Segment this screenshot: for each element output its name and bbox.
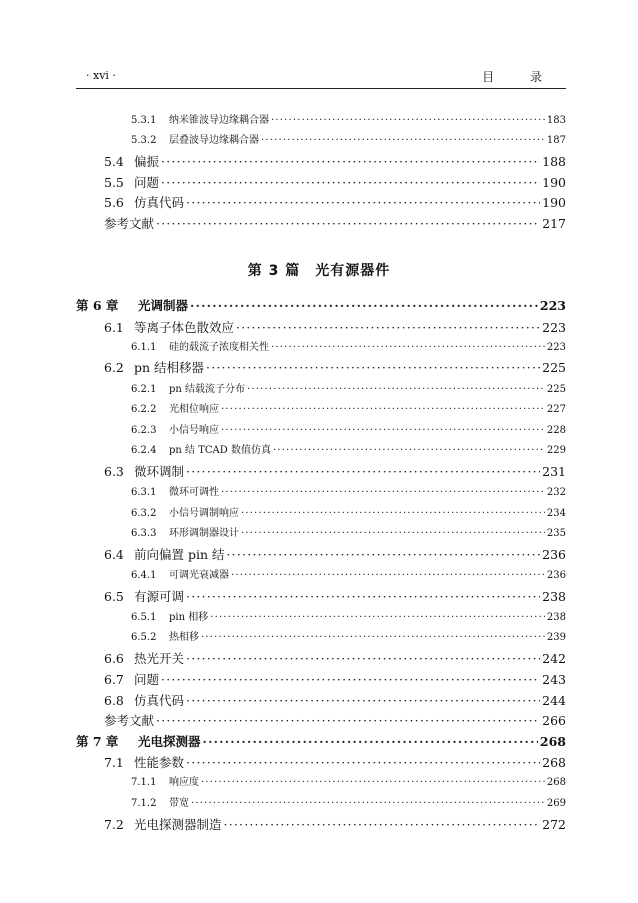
toc-subsection-entry[interactable] xyxy=(131,421,566,436)
toc-entry-page: 266 xyxy=(542,713,566,728)
toc-subsection-entry[interactable] xyxy=(131,441,566,456)
toc-section-entry[interactable] xyxy=(104,193,566,211)
dot-leader xyxy=(261,135,545,146)
toc-entry-number: 第 6 章 xyxy=(76,298,119,313)
running-header xyxy=(76,68,566,89)
toc-entry-title: 问题 xyxy=(134,175,160,190)
toc-entry-page: 238 xyxy=(546,612,566,623)
toc-entry-number: 5.3.2 xyxy=(131,135,157,146)
dot-leader xyxy=(186,589,540,604)
toc-references-entry[interactable] xyxy=(104,711,566,729)
toc-entry-page: 223 xyxy=(539,298,566,313)
toc-entry-page: 190 xyxy=(542,175,566,190)
toc-entry-page: 190 xyxy=(542,195,566,210)
toc-entry-number: 5.4 xyxy=(104,154,124,169)
toc-entry-page: 234 xyxy=(546,508,566,519)
toc-entry-title: 问题 xyxy=(134,672,160,687)
toc-entry-page: 269 xyxy=(546,798,566,809)
toc-subsection-entry[interactable] xyxy=(131,131,566,146)
toc-section-entry[interactable] xyxy=(104,462,566,480)
toc-entry-page: 225 xyxy=(542,360,566,375)
dot-leader xyxy=(231,570,545,581)
dot-leader xyxy=(156,216,540,231)
toc-entry-page: 229 xyxy=(546,445,566,456)
toc-entry-page: 236 xyxy=(546,570,566,581)
dot-leader xyxy=(236,320,540,335)
dot-leader xyxy=(206,360,540,375)
toc-entry-page: 223 xyxy=(546,342,566,353)
dot-leader xyxy=(190,298,538,313)
dot-leader xyxy=(271,342,545,353)
toc-entry-number: 6.2.3 xyxy=(131,425,157,436)
toc-subsection-entry[interactable] xyxy=(131,524,566,539)
toc-entry-title: 小信号响应 xyxy=(169,425,219,436)
toc-subsection-entry[interactable] xyxy=(131,628,566,643)
toc-subsection-entry[interactable] xyxy=(131,400,566,415)
toc-entry-page: 232 xyxy=(546,487,566,498)
toc-entry-title: 响应度 xyxy=(169,777,199,788)
toc-entry-page: 187 xyxy=(546,135,566,146)
toc-section-entry[interactable] xyxy=(104,545,566,563)
toc-chapter-entry[interactable] xyxy=(76,732,566,750)
part-heading: 第 3 篇 光有源器件 xyxy=(247,263,391,279)
toc-entry-page: 239 xyxy=(546,632,566,643)
toc-section-entry[interactable] xyxy=(104,691,566,709)
dot-leader xyxy=(186,693,540,708)
toc-subsection-entry[interactable] xyxy=(131,566,566,581)
toc-entry-number: 6.1.1 xyxy=(131,342,157,353)
toc-entry-title: 前向偏置 pin 结 xyxy=(134,547,225,562)
toc-entry-number: 6.4 xyxy=(104,547,124,562)
toc-section-entry[interactable] xyxy=(104,173,566,191)
toc-section-entry[interactable] xyxy=(104,318,566,336)
toc-entry-number: 5.3.1 xyxy=(131,115,157,126)
toc-entry-page: 268 xyxy=(539,734,566,749)
toc-entry-title: 小信号调制响应 xyxy=(169,508,239,519)
toc-subsection-entry[interactable] xyxy=(131,380,566,395)
toc-entry-title: 等离子体色散效应 xyxy=(134,320,235,335)
toc-entry-number: 6.5.1 xyxy=(131,612,157,623)
dot-leader xyxy=(201,777,545,788)
dot-leader xyxy=(271,115,545,126)
dot-leader xyxy=(241,508,545,519)
dot-leader xyxy=(203,734,538,749)
toc-entry-number: 7.1.2 xyxy=(131,798,157,809)
toc-entry-title: 可调光衰减器 xyxy=(169,570,229,581)
toc-section-entry[interactable] xyxy=(104,152,566,170)
toc-entry-title: 仿真代码 xyxy=(134,693,185,708)
toc-section-entry[interactable] xyxy=(104,815,566,833)
dot-leader xyxy=(221,404,545,415)
dot-leader xyxy=(221,487,545,498)
toc-entry-page: 238 xyxy=(542,589,566,604)
toc-entry-number: 6.3.3 xyxy=(131,528,157,539)
toc-entry-page: 268 xyxy=(546,777,566,788)
toc-entry-number: 第 7 章 xyxy=(76,734,119,749)
toc-entry-number: 6.2.1 xyxy=(131,384,157,395)
toc-entry-page: 243 xyxy=(542,672,566,687)
toc-subsection-entry[interactable] xyxy=(131,794,566,809)
dot-leader xyxy=(221,425,545,436)
toc-entry-title: 仿真代码 xyxy=(134,195,185,210)
toc-subsection-entry[interactable] xyxy=(131,504,566,519)
toc-entry-number: 6.2.2 xyxy=(131,404,157,415)
toc-section-entry[interactable] xyxy=(104,358,566,376)
toc-entry-page: 242 xyxy=(542,651,566,666)
toc-entry-title: 光相位响应 xyxy=(169,404,219,415)
dot-leader xyxy=(210,612,545,623)
toc-section-entry[interactable] xyxy=(104,587,566,605)
toc-section-entry[interactable] xyxy=(104,670,566,688)
toc-entry-title: 光电探测器 xyxy=(138,734,201,749)
toc-entry-title: pn 结载流子分布 xyxy=(169,384,246,395)
toc-entry-number: 6.4.1 xyxy=(131,570,157,581)
toc-entry-number: 6.2.4 xyxy=(131,445,157,456)
toc-entry-page: 231 xyxy=(542,464,566,479)
dot-leader xyxy=(273,445,545,456)
toc-entry-page: 217 xyxy=(542,216,566,231)
toc-entry-title: pin 相移 xyxy=(169,612,209,623)
toc-entry-title: 带宽 xyxy=(169,798,189,809)
page-number: · xvi · xyxy=(86,69,116,82)
toc-entry-number: 6.2 xyxy=(104,360,124,375)
toc-entry-page: 244 xyxy=(542,693,566,708)
toc-entry-page: 235 xyxy=(546,528,566,539)
toc-entry-title: 有源可调 xyxy=(134,589,185,604)
toc-entry-number: 6.5 xyxy=(104,589,124,604)
toc-entry-title: 微环调制 xyxy=(134,464,185,479)
dot-leader xyxy=(186,651,540,666)
toc-entry-title: 环形调制器设计 xyxy=(169,528,239,539)
dot-leader xyxy=(191,798,545,809)
toc-entry-title: 偏振 xyxy=(134,154,160,169)
dot-leader xyxy=(241,528,545,539)
toc-entry-page: 188 xyxy=(542,154,566,169)
toc-entry-page: 183 xyxy=(546,115,566,126)
toc-entry-title: 光调制器 xyxy=(138,298,189,313)
toc-entry-page: 225 xyxy=(546,384,566,395)
toc-entry-title: 光电探测器制造 xyxy=(134,817,222,832)
dot-leader xyxy=(224,817,541,832)
toc-section-entry[interactable] xyxy=(104,649,566,667)
toc-entry-number: 5.5 xyxy=(104,175,124,190)
dot-leader xyxy=(186,195,540,210)
toc-entry-title: 热相移 xyxy=(169,632,199,643)
toc-entry-page: 228 xyxy=(546,425,566,436)
dot-leader xyxy=(161,154,540,169)
toc-references-entry[interactable] xyxy=(104,214,566,232)
toc-entry-title: pn 结 TCAD 数值仿真 xyxy=(169,445,271,456)
toc-entry-page: 268 xyxy=(542,755,566,770)
toc-entry-number: 6.3.1 xyxy=(131,487,157,498)
toc-entry-number: 6.1 xyxy=(104,320,124,335)
toc-entry-number: 5.6 xyxy=(104,195,124,210)
toc-section-entry[interactable] xyxy=(104,753,566,771)
toc-entry-title: 参考文献 xyxy=(104,216,155,231)
toc-entry-number: 6.7 xyxy=(104,672,124,687)
toc-entry-title: 性能参数 xyxy=(134,755,185,770)
toc-entry-number: 7.1.1 xyxy=(131,777,157,788)
dot-leader xyxy=(161,175,540,190)
toc-entry-page: 227 xyxy=(546,404,566,415)
toc-entry-number: 6.3.2 xyxy=(131,508,157,519)
toc-entry-title: 微环可调性 xyxy=(169,487,219,498)
toc-subsection-entry[interactable] xyxy=(131,111,566,126)
dot-leader xyxy=(247,384,545,395)
dot-leader xyxy=(227,547,541,562)
toc-entry-number: 7.1 xyxy=(104,755,124,770)
toc-chapter-entry[interactable] xyxy=(76,296,566,314)
toc-entry-title: 硅的载流子浓度相关性 xyxy=(169,342,269,353)
dot-leader xyxy=(161,672,540,687)
toc-entry-number: 6.8 xyxy=(104,693,124,708)
toc-entry-title: 纳米锥波导边缘耦合器 xyxy=(169,115,269,126)
toc-entry-number: 7.2 xyxy=(104,817,124,832)
toc-entry-page: 272 xyxy=(542,817,566,832)
toc-subsection-entry[interactable] xyxy=(131,608,566,623)
toc-entry-title: 热光开关 xyxy=(134,651,185,666)
toc-subsection-entry[interactable] xyxy=(131,483,566,498)
toc-entry-title: pn 结相移器 xyxy=(134,360,205,375)
toc-entry-number: 6.6 xyxy=(104,651,124,666)
dot-leader xyxy=(186,464,540,479)
dot-leader xyxy=(201,632,545,643)
dot-leader xyxy=(186,755,540,770)
toc-entry-number: 6.5.2 xyxy=(131,632,157,643)
toc-subsection-entry[interactable] xyxy=(131,773,566,788)
toc-entry-title: 层叠波导边缘耦合器 xyxy=(169,135,259,146)
toc-subsection-entry[interactable] xyxy=(131,338,566,353)
toc-entry-page: 236 xyxy=(542,547,566,562)
toc-entry-page: 223 xyxy=(542,320,566,335)
toc-entry-title: 参考文献 xyxy=(104,713,155,728)
running-title: 目 录 xyxy=(482,70,558,84)
toc-entry-number: 6.3 xyxy=(104,464,124,479)
dot-leader xyxy=(156,713,540,728)
